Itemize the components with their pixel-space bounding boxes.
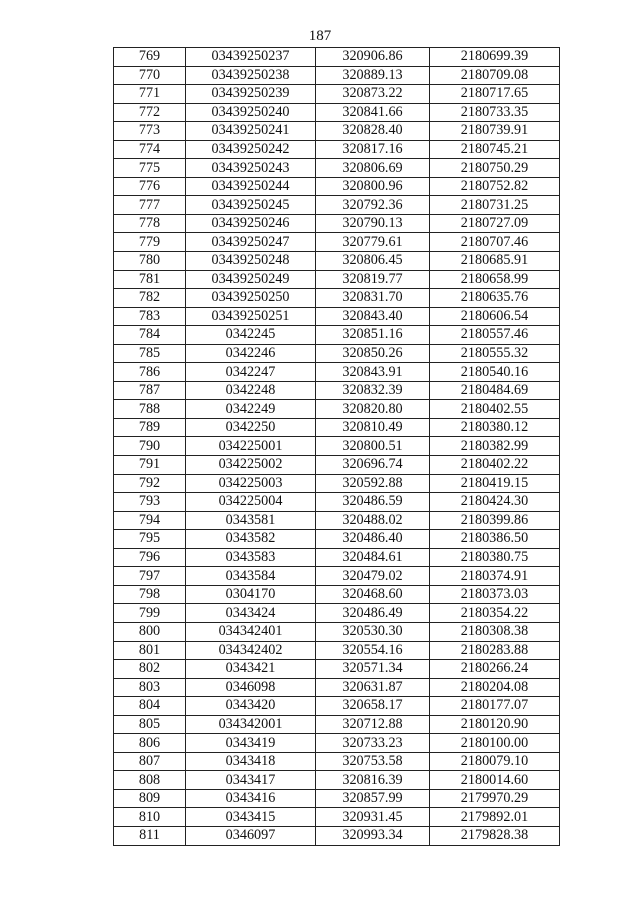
- table-row: [114, 140, 560, 159]
- x-coordinate-cell: 320889.13: [316, 66, 430, 85]
- page-number: 187: [308, 28, 332, 44]
- y-coordinate-cell: 2180717.65: [430, 85, 560, 104]
- point-id-cell: 0343584: [186, 567, 316, 586]
- row-index-cell: 780: [114, 252, 186, 271]
- row-index-cell: 786: [114, 363, 186, 382]
- table-row: [114, 604, 560, 623]
- table-row: [114, 233, 560, 252]
- row-index-cell: 810: [114, 808, 186, 827]
- x-coordinate-cell: 320806.69: [316, 159, 430, 178]
- x-coordinate-cell: 320816.39: [316, 771, 430, 790]
- point-id-cell: 03439250250: [186, 289, 316, 308]
- x-coordinate-cell: 320592.88: [316, 474, 430, 493]
- point-id-cell: 0342250: [186, 418, 316, 437]
- table-row: [114, 734, 560, 753]
- table-row: [114, 122, 560, 141]
- y-coordinate-cell: 2180555.32: [430, 344, 560, 363]
- x-coordinate-cell: 320479.02: [316, 567, 430, 586]
- table-row: [114, 289, 560, 308]
- row-index-cell: 769: [114, 48, 186, 67]
- x-coordinate-cell: 320850.26: [316, 344, 430, 363]
- table-row: [114, 270, 560, 289]
- row-index-cell: 789: [114, 418, 186, 437]
- table-body: [114, 48, 560, 846]
- table-row: [114, 678, 560, 697]
- y-coordinate-cell: 2180402.55: [430, 400, 560, 419]
- table-row: [114, 548, 560, 567]
- table-row: [114, 622, 560, 641]
- table-row: [114, 400, 560, 419]
- x-coordinate-cell: 320486.59: [316, 493, 430, 512]
- row-index-cell: 779: [114, 233, 186, 252]
- table-row: [114, 530, 560, 549]
- y-coordinate-cell: 2180380.12: [430, 418, 560, 437]
- x-coordinate-cell: 320554.16: [316, 641, 430, 660]
- x-coordinate-cell: 320841.66: [316, 103, 430, 122]
- x-coordinate-cell: 320800.51: [316, 437, 430, 456]
- row-index-cell: 808: [114, 771, 186, 790]
- x-coordinate-cell: 320530.30: [316, 622, 430, 641]
- y-coordinate-cell: 2180752.82: [430, 177, 560, 196]
- y-coordinate-cell: 2180557.46: [430, 326, 560, 345]
- row-index-cell: 803: [114, 678, 186, 697]
- y-coordinate-cell: 2180540.16: [430, 363, 560, 382]
- y-coordinate-cell: 2180419.15: [430, 474, 560, 493]
- row-index-cell: 776: [114, 177, 186, 196]
- point-id-cell: 0342245: [186, 326, 316, 345]
- y-coordinate-cell: 2180745.21: [430, 140, 560, 159]
- point-id-cell: 03439250241: [186, 122, 316, 141]
- point-id-cell: 0342248: [186, 381, 316, 400]
- row-index-cell: 801: [114, 641, 186, 660]
- y-coordinate-cell: 2180402.22: [430, 456, 560, 475]
- y-coordinate-cell: 2180727.09: [430, 214, 560, 233]
- table-row: [114, 103, 560, 122]
- x-coordinate-cell: 320832.39: [316, 381, 430, 400]
- point-id-cell: 0342247: [186, 363, 316, 382]
- row-index-cell: 784: [114, 326, 186, 345]
- table-row: [114, 85, 560, 104]
- y-coordinate-cell: 2180120.90: [430, 715, 560, 734]
- row-index-cell: 777: [114, 196, 186, 215]
- x-coordinate-cell: 320817.16: [316, 140, 430, 159]
- x-coordinate-cell: 320828.40: [316, 122, 430, 141]
- x-coordinate-cell: 320792.36: [316, 196, 430, 215]
- point-id-cell: 0343419: [186, 734, 316, 753]
- row-index-cell: 805: [114, 715, 186, 734]
- table-row: [114, 418, 560, 437]
- table-row: [114, 567, 560, 586]
- table-row: [114, 789, 560, 808]
- row-index-cell: 792: [114, 474, 186, 493]
- point-id-cell: 0343416: [186, 789, 316, 808]
- x-coordinate-cell: 320733.23: [316, 734, 430, 753]
- row-index-cell: 785: [114, 344, 186, 363]
- row-index-cell: 807: [114, 752, 186, 771]
- row-index-cell: 798: [114, 585, 186, 604]
- point-id-cell: 0343583: [186, 548, 316, 567]
- point-id-cell: 0343421: [186, 660, 316, 679]
- row-index-cell: 793: [114, 493, 186, 512]
- row-index-cell: 770: [114, 66, 186, 85]
- y-coordinate-cell: 2180386.50: [430, 530, 560, 549]
- row-index-cell: 797: [114, 567, 186, 586]
- y-coordinate-cell: 2180635.76: [430, 289, 560, 308]
- x-coordinate-cell: 320843.40: [316, 307, 430, 326]
- point-id-cell: 0343415: [186, 808, 316, 827]
- point-id-cell: 03439250242: [186, 140, 316, 159]
- y-coordinate-cell: 2180380.75: [430, 548, 560, 567]
- point-id-cell: 03439250237: [186, 48, 316, 67]
- table-row: [114, 585, 560, 604]
- row-index-cell: 809: [114, 789, 186, 808]
- point-id-cell: 034342402: [186, 641, 316, 660]
- table-row: [114, 697, 560, 716]
- x-coordinate-cell: 320806.45: [316, 252, 430, 271]
- y-coordinate-cell: 2180658.99: [430, 270, 560, 289]
- point-id-cell: 0343424: [186, 604, 316, 623]
- y-coordinate-cell: 2180177.07: [430, 697, 560, 716]
- row-index-cell: 787: [114, 381, 186, 400]
- coordinates-table: [113, 47, 560, 846]
- table-row: [114, 493, 560, 512]
- row-index-cell: 778: [114, 214, 186, 233]
- x-coordinate-cell: 320753.58: [316, 752, 430, 771]
- y-coordinate-cell: 2180079.10: [430, 752, 560, 771]
- table-row: [114, 511, 560, 530]
- table-row: [114, 771, 560, 790]
- x-coordinate-cell: 320851.16: [316, 326, 430, 345]
- y-coordinate-cell: 2180014.60: [430, 771, 560, 790]
- point-id-cell: 0343582: [186, 530, 316, 549]
- y-coordinate-cell: 2179970.29: [430, 789, 560, 808]
- table-row: [114, 641, 560, 660]
- row-index-cell: 788: [114, 400, 186, 419]
- table-row: [114, 826, 560, 845]
- y-coordinate-cell: 2180100.00: [430, 734, 560, 753]
- point-id-cell: 034225004: [186, 493, 316, 512]
- table-row: [114, 381, 560, 400]
- point-id-cell: 03439250247: [186, 233, 316, 252]
- table-row: [114, 326, 560, 345]
- point-id-cell: 0346098: [186, 678, 316, 697]
- point-id-cell: 03439250243: [186, 159, 316, 178]
- table-row: [114, 474, 560, 493]
- point-id-cell: 0343418: [186, 752, 316, 771]
- y-coordinate-cell: 2180731.25: [430, 196, 560, 215]
- table-row: [114, 48, 560, 67]
- point-id-cell: 034342001: [186, 715, 316, 734]
- table-row: [114, 456, 560, 475]
- point-id-cell: 0342249: [186, 400, 316, 419]
- point-id-cell: 0343417: [186, 771, 316, 790]
- row-index-cell: 806: [114, 734, 186, 753]
- y-coordinate-cell: 2180204.08: [430, 678, 560, 697]
- x-coordinate-cell: 320790.13: [316, 214, 430, 233]
- y-coordinate-cell: 2180733.35: [430, 103, 560, 122]
- x-coordinate-cell: 320857.99: [316, 789, 430, 808]
- row-index-cell: 782: [114, 289, 186, 308]
- table-row: [114, 363, 560, 382]
- table-row: [114, 344, 560, 363]
- x-coordinate-cell: 320486.49: [316, 604, 430, 623]
- point-id-cell: 03439250249: [186, 270, 316, 289]
- row-index-cell: 804: [114, 697, 186, 716]
- x-coordinate-cell: 320819.77: [316, 270, 430, 289]
- row-index-cell: 781: [114, 270, 186, 289]
- table-row: [114, 715, 560, 734]
- point-id-cell: 0304170: [186, 585, 316, 604]
- row-index-cell: 791: [114, 456, 186, 475]
- x-coordinate-cell: 320800.96: [316, 177, 430, 196]
- row-index-cell: 773: [114, 122, 186, 141]
- y-coordinate-cell: 2180739.91: [430, 122, 560, 141]
- y-coordinate-cell: 2180424.30: [430, 493, 560, 512]
- y-coordinate-cell: 2180399.86: [430, 511, 560, 530]
- point-id-cell: 0343581: [186, 511, 316, 530]
- x-coordinate-cell: 320873.22: [316, 85, 430, 104]
- point-id-cell: 03439250239: [186, 85, 316, 104]
- x-coordinate-cell: 320820.80: [316, 400, 430, 419]
- y-coordinate-cell: 2180373.03: [430, 585, 560, 604]
- point-id-cell: 034225001: [186, 437, 316, 456]
- table-row: [114, 808, 560, 827]
- y-coordinate-cell: 2180374.91: [430, 567, 560, 586]
- y-coordinate-cell: 2180382.99: [430, 437, 560, 456]
- x-coordinate-cell: 320843.91: [316, 363, 430, 382]
- point-id-cell: 0342246: [186, 344, 316, 363]
- table-row: [114, 437, 560, 456]
- row-index-cell: 795: [114, 530, 186, 549]
- y-coordinate-cell: 2180283.88: [430, 641, 560, 660]
- x-coordinate-cell: 320631.87: [316, 678, 430, 697]
- point-id-cell: 03439250248: [186, 252, 316, 271]
- x-coordinate-cell: 320931.45: [316, 808, 430, 827]
- y-coordinate-cell: 2179828.38: [430, 826, 560, 845]
- x-coordinate-cell: 320484.61: [316, 548, 430, 567]
- point-id-cell: 03439250238: [186, 66, 316, 85]
- row-index-cell: 771: [114, 85, 186, 104]
- x-coordinate-cell: 320488.02: [316, 511, 430, 530]
- point-id-cell: 03439250246: [186, 214, 316, 233]
- table-row: [114, 66, 560, 85]
- row-index-cell: 802: [114, 660, 186, 679]
- point-id-cell: 034342401: [186, 622, 316, 641]
- table-row: [114, 660, 560, 679]
- table-row: [114, 159, 560, 178]
- x-coordinate-cell: 320486.40: [316, 530, 430, 549]
- point-id-cell: 034225003: [186, 474, 316, 493]
- y-coordinate-cell: 2180750.29: [430, 159, 560, 178]
- point-id-cell: 034225002: [186, 456, 316, 475]
- point-id-cell: 03439250240: [186, 103, 316, 122]
- x-coordinate-cell: 320993.34: [316, 826, 430, 845]
- y-coordinate-cell: 2180709.08: [430, 66, 560, 85]
- x-coordinate-cell: 320468.60: [316, 585, 430, 604]
- table-row: [114, 196, 560, 215]
- x-coordinate-cell: 320779.61: [316, 233, 430, 252]
- point-id-cell: 03439250244: [186, 177, 316, 196]
- row-index-cell: 796: [114, 548, 186, 567]
- row-index-cell: 811: [114, 826, 186, 845]
- y-coordinate-cell: 2180484.69: [430, 381, 560, 400]
- x-coordinate-cell: 320571.34: [316, 660, 430, 679]
- table-row: [114, 752, 560, 771]
- table-row: [114, 252, 560, 271]
- point-id-cell: 0346097: [186, 826, 316, 845]
- row-index-cell: 783: [114, 307, 186, 326]
- y-coordinate-cell: 2179892.01: [430, 808, 560, 827]
- x-coordinate-cell: 320658.17: [316, 697, 430, 716]
- row-index-cell: 799: [114, 604, 186, 623]
- x-coordinate-cell: 320696.74: [316, 456, 430, 475]
- y-coordinate-cell: 2180685.91: [430, 252, 560, 271]
- y-coordinate-cell: 2180707.46: [430, 233, 560, 252]
- table-row: [114, 177, 560, 196]
- y-coordinate-cell: 2180354.22: [430, 604, 560, 623]
- y-coordinate-cell: 2180266.24: [430, 660, 560, 679]
- point-id-cell: 03439250245: [186, 196, 316, 215]
- x-coordinate-cell: 320906.86: [316, 48, 430, 67]
- x-coordinate-cell: 320810.49: [316, 418, 430, 437]
- x-coordinate-cell: 320831.70: [316, 289, 430, 308]
- row-index-cell: 774: [114, 140, 186, 159]
- row-index-cell: 772: [114, 103, 186, 122]
- row-index-cell: 800: [114, 622, 186, 641]
- row-index-cell: 794: [114, 511, 186, 530]
- row-index-cell: 790: [114, 437, 186, 456]
- table-row: [114, 307, 560, 326]
- point-id-cell: 0343420: [186, 697, 316, 716]
- row-index-cell: 775: [114, 159, 186, 178]
- point-id-cell: 03439250251: [186, 307, 316, 326]
- y-coordinate-cell: 2180308.38: [430, 622, 560, 641]
- x-coordinate-cell: 320712.88: [316, 715, 430, 734]
- y-coordinate-cell: 2180606.54: [430, 307, 560, 326]
- y-coordinate-cell: 2180699.39: [430, 48, 560, 67]
- table-row: [114, 214, 560, 233]
